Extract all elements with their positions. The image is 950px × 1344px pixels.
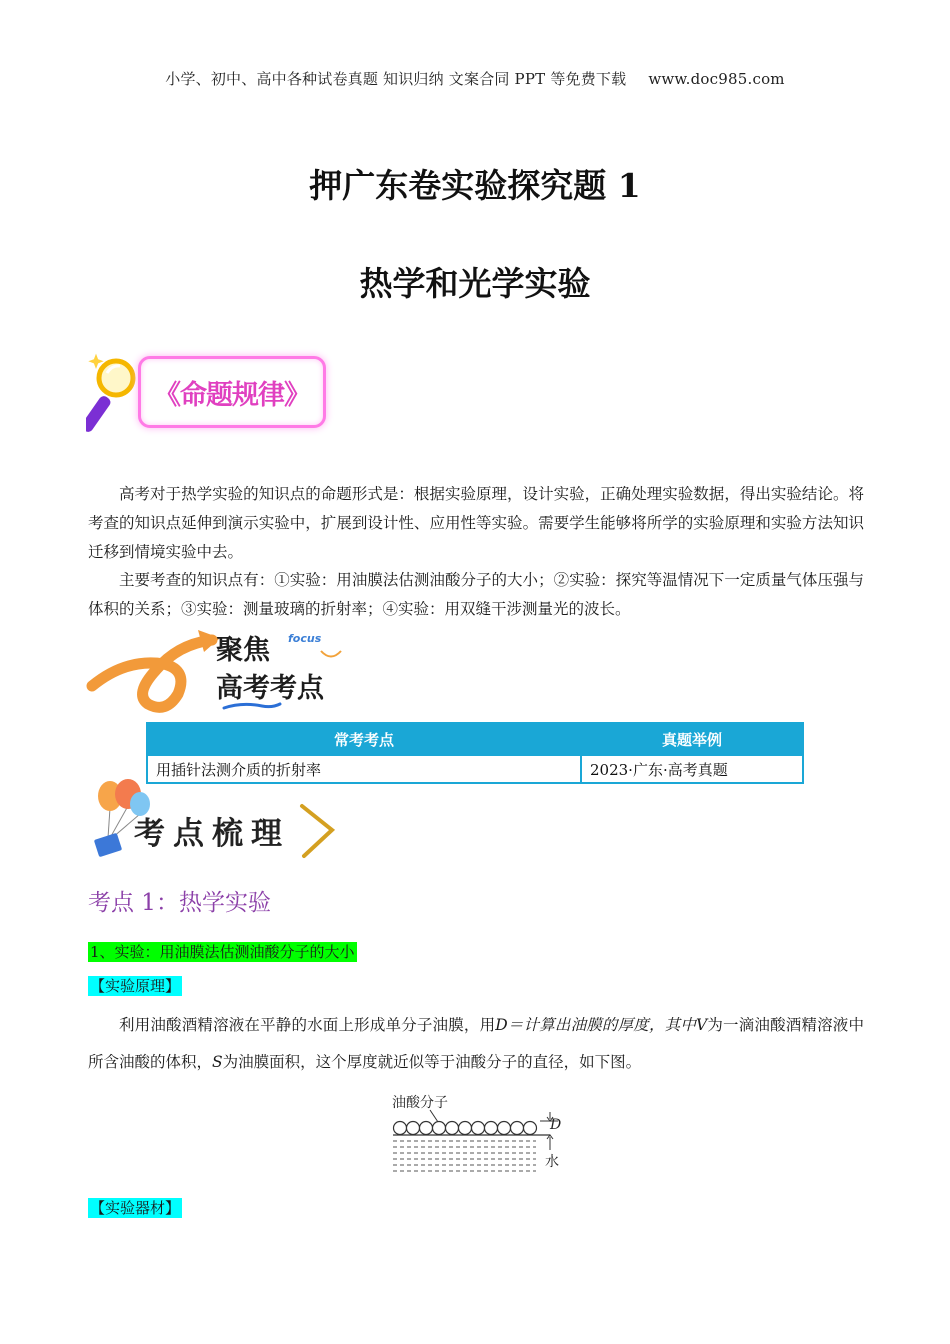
chevron-right-icon — [298, 800, 338, 860]
principle-paragraph — [88, 1007, 864, 1081]
principle-S: S — [212, 1053, 223, 1071]
principle-tag-text: 【实验原理】 — [90, 977, 181, 995]
page-header — [0, 68, 950, 89]
principle-tag — [88, 975, 182, 996]
experiment-title-text: 1、实验：用油膜法估测油酸分子的大小 — [90, 943, 355, 961]
principle-text-a: 利用油酸酒精溶液在平静的水面上形成单分子油膜，用 — [119, 1016, 496, 1034]
header-text: 小学、初中、高中各种试卷真题 知识归纳 文案合同 PPT 等免费下载 — [165, 70, 627, 88]
principle-text-c: 为油膜面积，这个厚度就近似等于油酸分子的直径，如下图。 — [222, 1053, 642, 1071]
figure-label-molecule: 油酸分子 — [392, 1095, 448, 1111]
equipment-tag — [88, 1197, 182, 1218]
figure-label-D: D — [550, 1117, 562, 1133]
sort-badge-text: 考点梳理 — [134, 816, 290, 852]
table-cell: 2023·广东·高考真题 — [581, 755, 803, 783]
main-title: 押广东卷实验探究题 1 — [309, 166, 641, 205]
table-header-row — [147, 723, 803, 755]
rule-badge-text: 《命题规律》 — [154, 379, 310, 411]
table-header-cell: 常考考点 — [147, 723, 581, 755]
experiment-title — [88, 941, 357, 962]
focus-title-line1: 聚焦 — [216, 635, 270, 666]
table-cell: 用插针法测介质的折射率 — [147, 755, 581, 783]
oil-film-diagram — [390, 1108, 570, 1176]
intro-paragraph-1: 高考对于热学实验的知识点的命题形式是：根据实验原理，设计实验，正确处理实验数据，得出实验结论。将考查的知识点延伸到演示实验中，扩展到设计性、应用性等实验。需要学生能够将所学的实验原理和实验方法知识迁移到情境实验中去。 — [88, 485, 864, 561]
principle-text-italic: D＝计算出油膜的厚度，其中V — [495, 1016, 708, 1034]
figure-label-water: 水 — [545, 1154, 559, 1170]
key-points-table — [146, 722, 804, 784]
molecule-row — [394, 1122, 537, 1135]
underline-stroke-icon — [222, 700, 282, 712]
section-heading: 考点 1：热学实验 — [88, 890, 271, 916]
table-header-cell: 真题举例 — [581, 723, 803, 755]
equipment-tag-text: 【实验器材】 — [90, 1199, 181, 1217]
magnifier-icon — [86, 350, 144, 436]
table-row — [147, 755, 803, 783]
smile-icon — [318, 648, 344, 662]
principle-text-b: 为一滴油酸酒精溶液中所含油酸的体积， — [88, 1016, 864, 1071]
sub-title: 热学和光学实验 — [359, 264, 591, 303]
rule-badge — [138, 356, 326, 428]
header-url: www.doc985.com — [648, 70, 785, 88]
intro-paragraph-2: 主要考查的知识点有：①实验：用油膜法估测油酸分子的大小；②实验：探究等温情况下一定质量气体压强与体积的关系；③实验：测量玻璃的折射率；④实验：用双缝干涉测量光的波长。 — [88, 571, 864, 618]
water-lines — [393, 1141, 536, 1171]
focus-title-line2: 高考考点 — [216, 673, 324, 704]
focus-tag: focus — [288, 632, 322, 645]
swirl-arrow-icon — [86, 624, 226, 716]
